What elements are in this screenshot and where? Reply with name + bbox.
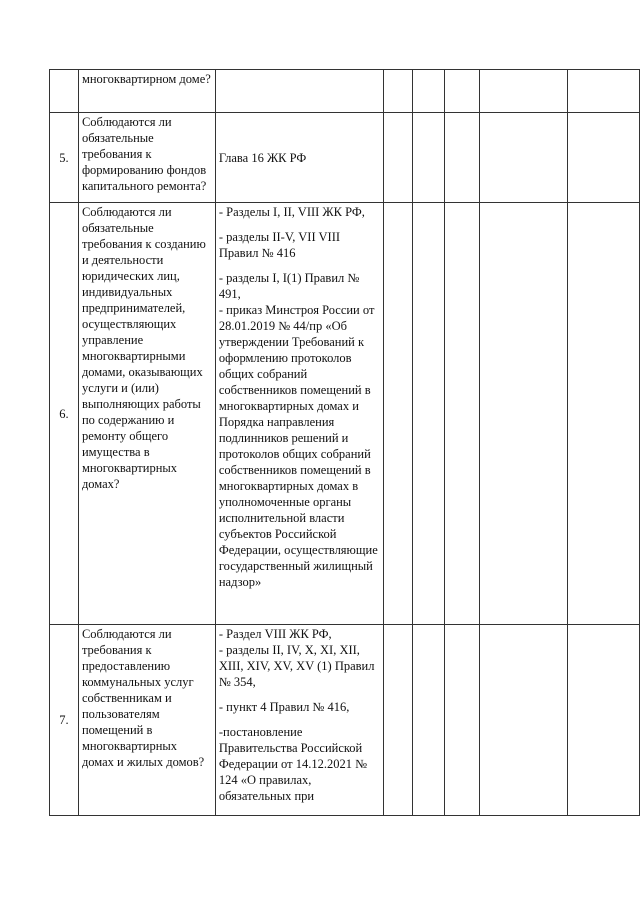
checklist-table xyxy=(49,69,640,816)
answer-yes-cell[interactable] xyxy=(383,625,412,816)
note-cell[interactable] xyxy=(568,70,640,113)
table-row xyxy=(50,70,640,113)
legal-cell xyxy=(215,113,383,203)
answer-na-cell[interactable] xyxy=(444,203,480,625)
question-cell xyxy=(78,113,215,203)
answer-yes-cell[interactable] xyxy=(383,113,412,203)
table-row xyxy=(50,113,640,203)
question-text: Соблюдаются ли обязательные требования к формированию фондов капитального ремонта? xyxy=(81,115,207,193)
question-cell xyxy=(78,70,215,113)
answer-no-cell[interactable] xyxy=(412,625,444,816)
legal-reference: -постановление Правительства Российской Федерации от 14.12.2021 № 124 «О правилах, обязательных при xyxy=(218,725,367,803)
answer-no-cell[interactable] xyxy=(412,70,444,113)
question-text: Соблюдаются ли требования к предоставлению коммунальных услуг собственникам и пользователям помещений в многоквартирных домах и жилых домов? xyxy=(81,627,205,769)
answer-na-cell[interactable] xyxy=(444,113,480,203)
question-text: Соблюдаются ли обязательные требования к созданию и деятельности юридических лиц, индивидуальных предпринимателей, осуществляющих управление многоквартирными домами, оказывающих услуги и (или) выполняющих работы по содержанию и ремонту общего имущества в многоквартирных домах? xyxy=(81,205,206,491)
question-cell xyxy=(78,625,215,816)
reference-cell[interactable] xyxy=(480,625,568,816)
row-number: 6. xyxy=(50,203,79,625)
legal-reference: - разделы II-V, VII VIII Правил № 416 xyxy=(218,230,341,260)
row-number: 7. xyxy=(50,625,79,816)
legal-reference: - Раздел VIII ЖК РФ, xyxy=(218,627,332,641)
legal-reference: - приказ Минстроя России от 28.01.2019 № 44/пр «Об утверждении Требований к оформлению протоколов общих собраний собственников помещений в многоквартирных домах и Порядка направления подлинников решений и протоколов общих собраний собственников помещений в многоквартирных домах в уполномоченные органы исполнительной власти субъектов Российской Федерации, осуществляющие государственный жилищный надзор» xyxy=(218,303,378,589)
legal-reference: Глава 16 ЖК РФ xyxy=(218,151,307,165)
legal-reference: - пункт 4 Правил № 416, xyxy=(218,700,350,714)
note-cell[interactable] xyxy=(568,625,640,816)
answer-yes-cell[interactable] xyxy=(383,203,412,625)
answer-no-cell[interactable] xyxy=(412,203,444,625)
question-cell xyxy=(78,203,215,625)
legal-cell xyxy=(215,203,383,625)
reference-cell[interactable] xyxy=(480,203,568,625)
legal-reference: - разделы I, I(1) Правил № 491, xyxy=(218,271,360,301)
question-text: многоквартирном доме? xyxy=(81,72,211,86)
reference-cell[interactable] xyxy=(480,70,568,113)
legal-reference: - Разделы I, II, VIII ЖК РФ, xyxy=(218,205,365,219)
table-row xyxy=(50,625,640,816)
answer-na-cell[interactable] xyxy=(444,625,480,816)
legal-reference: - разделы II, IV, X, XI, XII, XIII, XIV, XV, XV (1) Правил № 354, xyxy=(218,643,375,689)
legal-cell xyxy=(215,625,383,816)
answer-no-cell[interactable] xyxy=(412,113,444,203)
note-cell[interactable] xyxy=(568,113,640,203)
row-number xyxy=(50,70,79,113)
row-number: 5. xyxy=(50,113,79,203)
table-row xyxy=(50,203,640,625)
note-cell[interactable] xyxy=(568,203,640,625)
reference-cell[interactable] xyxy=(480,113,568,203)
answer-na-cell[interactable] xyxy=(444,70,480,113)
legal-cell xyxy=(215,70,383,113)
answer-yes-cell[interactable] xyxy=(383,70,412,113)
